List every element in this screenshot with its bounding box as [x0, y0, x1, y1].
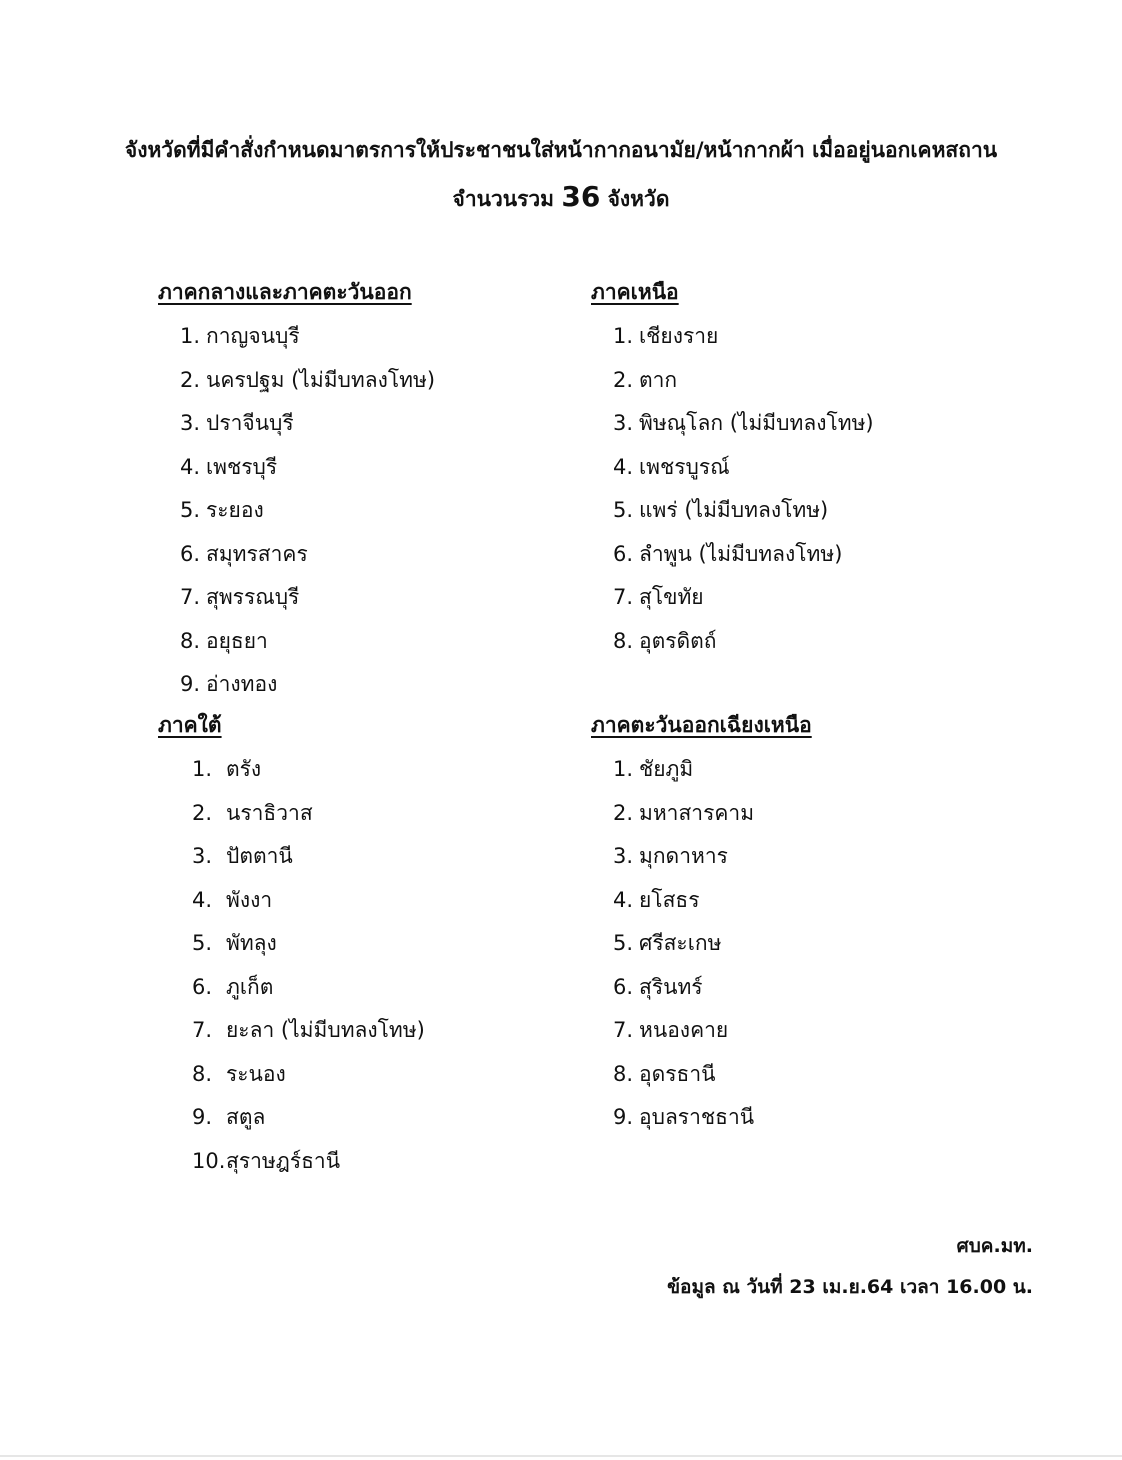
province-number: 4.	[613, 454, 634, 479]
province-item	[613, 452, 1031, 496]
province-number: 3.	[613, 844, 634, 868]
subtitle-suffix: จังหวัด	[607, 187, 670, 211]
page-bottom-divider	[0, 1455, 1122, 1457]
province-item	[180, 669, 598, 713]
province-number: 8.	[613, 628, 634, 653]
province-number: 6.	[613, 541, 634, 566]
province-number: 2.	[180, 367, 201, 392]
province-number: 2.	[613, 367, 634, 392]
province-number: 7.	[192, 1018, 213, 1042]
province-item	[180, 539, 598, 583]
province-item	[192, 754, 598, 798]
province-item	[613, 321, 1031, 365]
province-item	[613, 928, 1031, 972]
subtitle-prefix: จำนวนรวม	[452, 187, 555, 211]
province-number: 8.	[192, 1061, 213, 1086]
province-name: พิษณุโลก (ไม่มีบทลงโทษ)	[639, 411, 874, 435]
province-name: เพชรบุรี	[206, 454, 278, 479]
province-item	[613, 495, 1031, 539]
province-item	[613, 408, 1031, 452]
province-name: ตรัง	[226, 757, 262, 781]
region-south	[158, 710, 598, 1189]
province-number: 8.	[180, 628, 201, 653]
province-number: 7.	[180, 585, 201, 609]
province-item	[180, 321, 598, 365]
province-number: 8.	[613, 1061, 634, 1086]
province-name: ปัตตานี	[226, 844, 293, 868]
province-number: 9.	[613, 1105, 634, 1129]
province-name: สมุทรสาคร	[206, 541, 308, 566]
province-number: 6.	[613, 974, 634, 999]
province-name: มุกดาหาร	[639, 844, 728, 868]
province-number: 3.	[180, 411, 201, 435]
province-name: นราธิวาส	[226, 800, 313, 825]
province-name: ยะลา (ไม่มีบทลงโทษ)	[226, 1018, 425, 1042]
province-item	[192, 972, 598, 1016]
province-name: อ่างทอง	[206, 672, 278, 696]
province-number: 7.	[613, 585, 634, 609]
province-item	[192, 1102, 598, 1146]
province-name: นครปฐม (ไม่มีบทลงโทษ)	[206, 367, 436, 392]
region-northeast	[591, 710, 1031, 1146]
province-list	[613, 321, 1031, 669]
province-item	[613, 539, 1031, 583]
province-number: 7.	[613, 1018, 634, 1042]
province-number: 9.	[180, 672, 201, 696]
province-item	[613, 798, 1031, 842]
province-number: 5.	[192, 931, 213, 955]
province-name: กาญจนบุรี	[206, 324, 300, 348]
province-item	[613, 365, 1031, 409]
region-heading: ภาคใต้	[158, 713, 222, 737]
province-item	[613, 1102, 1031, 1146]
province-name: สตูล	[226, 1105, 266, 1129]
province-item	[192, 928, 598, 972]
province-name: เชียงราย	[639, 324, 719, 348]
province-number: 1.	[180, 324, 201, 348]
province-name: อุดรธานี	[639, 1061, 716, 1086]
province-number: 1.	[613, 757, 634, 781]
province-name: แพร่ (ไม่มีบทลงโทษ)	[639, 498, 829, 522]
province-number: 6.	[180, 541, 201, 566]
province-number: 4.	[613, 887, 634, 912]
province-name: ระยอง	[206, 498, 264, 522]
province-name: ลำพูน (ไม่มีบทลงโทษ)	[639, 541, 843, 566]
province-name: ศรีสะเกษ	[639, 931, 722, 955]
province-item	[180, 452, 598, 496]
province-name: ระนอง	[226, 1061, 286, 1086]
province-number: 3.	[613, 411, 634, 435]
province-number: 5.	[613, 931, 634, 955]
province-name: พัทลุง	[226, 931, 277, 955]
province-name: ยโสธร	[639, 887, 700, 912]
province-name: สุโขทัย	[639, 585, 704, 609]
province-name: เพชรบูรณ์	[639, 454, 730, 479]
region-central-east	[158, 277, 598, 713]
province-count: 36	[561, 180, 601, 213]
document-title: จังหวัดที่มีคำสั่งกำหนดมาตรการให้ประชาชนใส่หน้ากากอนามัย/หน้ากากผ้า เมื่ออยู่นอกเคหสถาน	[124, 138, 998, 162]
province-name: ภูเก็ต	[226, 974, 274, 999]
province-number: 5.	[180, 498, 201, 522]
province-item	[180, 582, 598, 626]
province-item	[192, 885, 598, 929]
province-name: อุบลราชธานี	[639, 1105, 755, 1129]
province-number: 10.	[192, 1148, 226, 1173]
province-name: ชัยภูมิ	[639, 757, 694, 781]
province-number: 2.	[613, 800, 634, 825]
province-name: อยุธยา	[206, 628, 268, 653]
province-number: 1.	[613, 324, 634, 348]
document-subtitle	[0, 182, 1122, 214]
province-list	[180, 321, 598, 713]
province-item	[613, 972, 1031, 1016]
province-item	[613, 754, 1031, 798]
province-number: 6.	[192, 974, 213, 999]
province-item	[613, 582, 1031, 626]
province-item	[192, 798, 598, 842]
province-name: อุตรดิตถ์	[639, 628, 717, 653]
province-name: สุพรรณบุรี	[206, 585, 300, 609]
province-name: ตาก	[639, 367, 678, 392]
province-name: พังงา	[226, 887, 273, 912]
region-heading: ภาคเหนือ	[591, 280, 679, 304]
province-number: 1.	[192, 757, 213, 781]
region-heading: ภาคกลางและภาคตะวันออก	[158, 280, 412, 304]
province-item	[192, 1015, 598, 1059]
province-item	[613, 1015, 1031, 1059]
province-item	[180, 365, 598, 409]
province-number: 2.	[192, 800, 213, 825]
province-name: ปราจีนบุรี	[206, 411, 294, 435]
province-number: 5.	[613, 498, 634, 522]
province-item	[192, 1146, 598, 1190]
province-item	[180, 626, 598, 670]
province-item	[613, 885, 1031, 929]
province-number: 3.	[192, 844, 213, 868]
province-name: สุรินทร์	[639, 974, 703, 999]
province-number: 4.	[192, 887, 213, 912]
province-item	[180, 408, 598, 452]
province-list	[192, 754, 598, 1189]
province-item	[192, 841, 598, 885]
province-item	[192, 1059, 598, 1103]
province-item	[613, 841, 1031, 885]
province-item	[613, 626, 1031, 670]
province-name: สุราษฎร์ธานี	[226, 1148, 341, 1173]
province-name: หนองคาย	[639, 1018, 729, 1042]
province-name: มหาสารคาม	[639, 800, 755, 825]
province-number: 4.	[180, 454, 201, 479]
issuing-agency: ศบค.มท.	[956, 1235, 1033, 1257]
province-item	[180, 495, 598, 539]
data-date-note: ข้อมูล ณ วันที่ 23 เม.ย.64 เวลา 16.00 น.	[667, 1276, 1033, 1298]
province-item	[613, 1059, 1031, 1103]
region-north	[591, 277, 1031, 669]
province-number: 9.	[192, 1105, 213, 1129]
province-list	[613, 754, 1031, 1146]
region-heading: ภาคตะวันออกเฉียงเหนือ	[591, 713, 812, 737]
